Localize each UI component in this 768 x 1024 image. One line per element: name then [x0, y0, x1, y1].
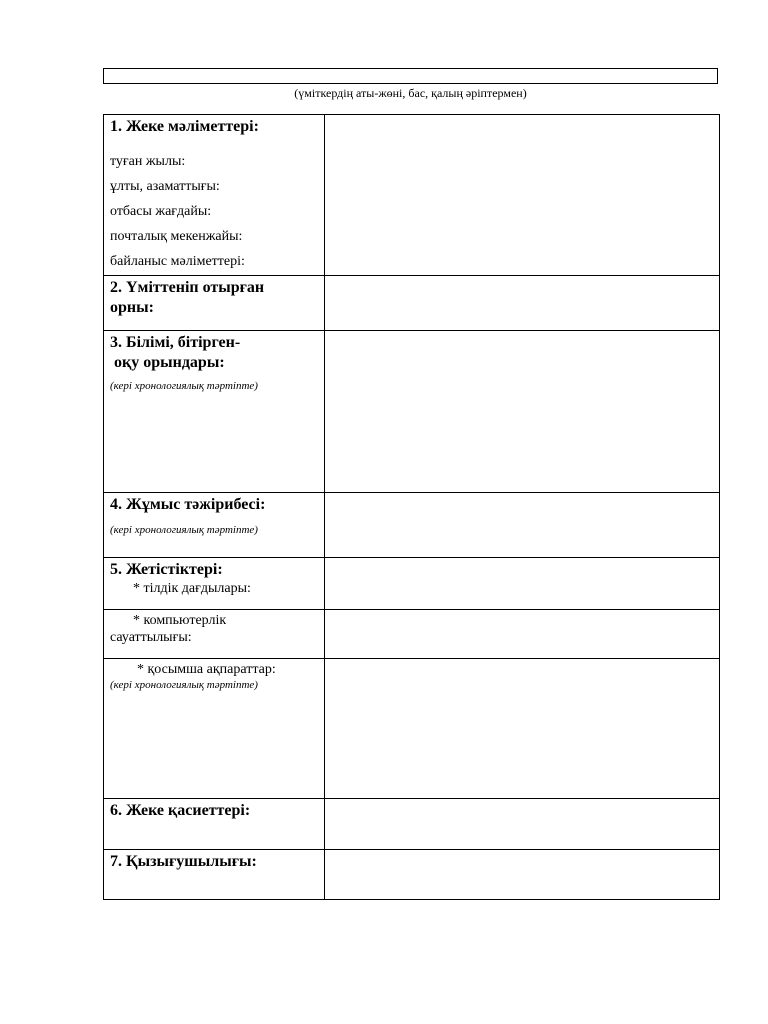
candidate-name-field[interactable] — [103, 68, 718, 84]
row-position — [104, 276, 720, 331]
label-additional-info — [104, 659, 325, 799]
section-title-education-2: оқу орындары: — [110, 354, 225, 371]
row-qualities — [104, 799, 720, 850]
value-qualities[interactable] — [325, 799, 720, 850]
label-education — [104, 331, 325, 493]
field-birth-year: туған жылы: — [110, 154, 186, 169]
section-title-education-1: 3. Білімі, бітірген- — [110, 334, 241, 351]
label-experience — [104, 493, 325, 558]
value-experience[interactable] — [325, 493, 720, 558]
row-achievements-language — [104, 558, 720, 610]
field-marital-status: отбасы жағдайы: — [110, 204, 212, 219]
value-computer-skills[interactable] — [325, 610, 720, 659]
field-additional-info: * қосымша ақпараттар: — [137, 662, 276, 677]
section-title-experience: 4. Жұмыс тәжірибесі: — [110, 496, 266, 513]
candidate-name-hint: (үміткердің аты-жөні, бас, қалың әріптермен) — [294, 86, 527, 100]
section-title-personal: 1. Жеке мәліметтері: — [110, 118, 259, 135]
value-personal[interactable] — [325, 115, 720, 276]
experience-note: (кері хронологиялық тәртіпте) — [110, 524, 258, 536]
field-contacts: байланыс мәліметтері: — [110, 254, 245, 269]
label-interests — [104, 850, 325, 900]
field-language-skills: * тілдік дағдылары: — [133, 581, 251, 596]
field-postal-address: почталық мекенжайы: — [110, 229, 243, 244]
section-title-achievements: 5. Жетістіктері: — [110, 561, 223, 578]
education-note: (кері хронологиялық тәртіпте) — [110, 380, 258, 392]
field-nationality: ұлты, азаматтығы: — [110, 179, 220, 194]
label-achievements-language — [104, 558, 325, 610]
value-education[interactable] — [325, 331, 720, 493]
label-qualities — [104, 799, 325, 850]
value-language-skills[interactable] — [325, 558, 720, 610]
field-computer-skills-2: сауаттылығы: — [110, 630, 192, 645]
label-position — [104, 276, 325, 331]
cv-form-table — [103, 114, 720, 900]
label-computer-skills — [104, 610, 325, 659]
value-interests[interactable] — [325, 850, 720, 900]
row-computer-skills — [104, 610, 720, 659]
section-title-interests: 7. Қызығушылығы: — [110, 853, 257, 870]
row-experience — [104, 493, 720, 558]
value-additional-info[interactable] — [325, 659, 720, 799]
value-position[interactable] — [325, 276, 720, 331]
row-personal — [104, 115, 720, 276]
section-title-qualities: 6. Жеке қасиеттері: — [110, 802, 251, 819]
row-additional-info — [104, 659, 720, 799]
row-interests — [104, 850, 720, 900]
section-title-position-2: орны: — [110, 299, 154, 316]
label-personal — [104, 115, 325, 276]
additional-info-note: (кері хронологиялық тәртіпте) — [110, 679, 258, 691]
field-computer-skills-1: * компьютерлік — [133, 613, 227, 628]
section-title-position-1: 2. Үміттеніп отырған — [110, 279, 265, 296]
row-education — [104, 331, 720, 493]
